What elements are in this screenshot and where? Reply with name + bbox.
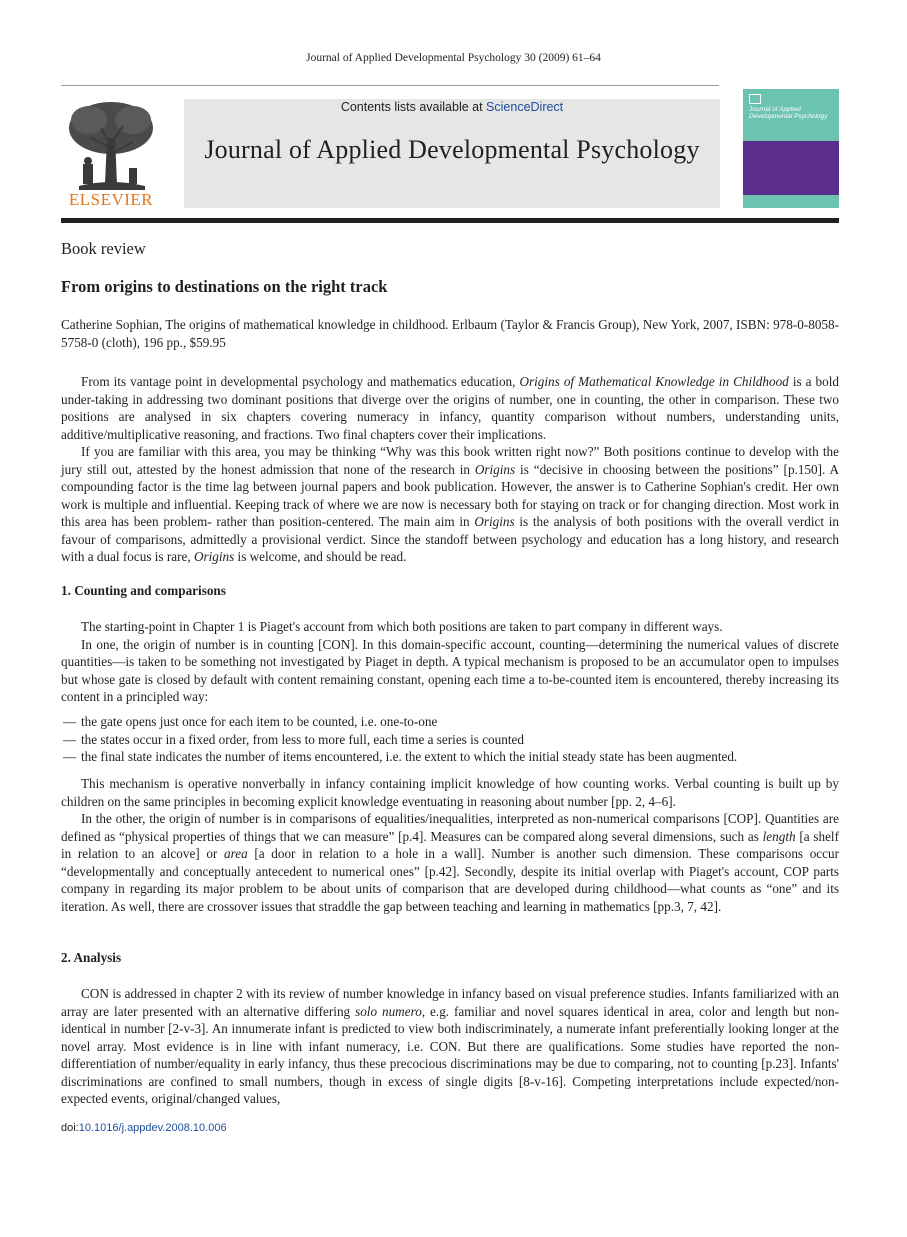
publisher-name: ELSEVIER: [68, 190, 154, 209]
section-1-heading: 1. Counting and comparisons: [61, 583, 226, 598]
doi-line: [61, 1122, 227, 1134]
cover-title: Journal of Applied Developmental Psychology: [749, 106, 828, 120]
section-1-paragraphs: [61, 618, 839, 706]
header-divider: [61, 85, 719, 86]
cover-logo-icon: [749, 94, 761, 104]
sciencedirect-link[interactable]: ScienceDirect: [486, 100, 564, 114]
intro-paragraphs: [61, 373, 839, 566]
section-1-continued: [61, 775, 839, 915]
section-2-heading: 2. Analysis: [61, 950, 122, 965]
contents-line: [184, 99, 720, 115]
section-2-paragraph-1: CON is addressed in chapter 2 with its review of number knowledge in infancy based on visual preference studies. Infants familiarized with an array are later presented with an alternative differing solo numero, e.g. familiar and novel squares identical in area, color and length but non-identical in number [2-v-3]. An innumerate infant is predicted to view both indiscriminately, a numerate infant preferentially looking longer at the novel array. Most evidence is in line with infant numeracy, i.e. CON. But there are qualifications. Some studies have reported the non-differentiation of number/equality in early infancy, thus these precocious discriminations may be due to comparing, not to counting [p.23]. Infants' discriminations are confined to small numbers, though in excess of single digits [8-v-16]. Competing interpretations include expected/non-expected events, original/changed values,: [61, 986, 839, 1106]
cover-bottom-band: [743, 195, 839, 208]
header-thick-rule: [61, 218, 839, 223]
intro-paragraph-1: From its vantage point in developmental psychology and mathematics education, Origins of Mathematical Knowledge in Childhood is a bold under-taking in addressing two dominant positions that diverge over the origins of number, one in counting, the other in comparison. These two positions are analysed in six chapters covering numeracy in infancy, quantity comparison without numbers, understanding units, additive/multiplicative reasoning, and fractions. Two final chapters cover their implications.: [61, 374, 839, 442]
article-title: From origins to destinations on the right track: [61, 277, 388, 296]
list-item: — the states occur in a fixed order, from less to more full, each time a series is counted: [63, 731, 524, 747]
article-type: Book review: [61, 239, 146, 258]
section-1-paragraph-1: The starting-point in Chapter 1 is Piaget's account from which both positions are taken to part company in different ways.: [81, 619, 723, 634]
section-1-paragraph-3: This mechanism is operative nonverbally in infancy containing implicit knowledge of how counting works. Verbal counting is built up by children on the same principles in becoming explicit knowledge eventuating in reasoning about number [pp. 2, 4–6].: [61, 776, 839, 809]
intro-paragraph-2: If you are familiar with this area, you may be thinking “Why was this book written right now?” Both positions continue to develop with the jury still out, attested by the honest admission that none of the research in Origins is “decisive in choosing between the positions” [p.150]. A compounding factor is the time lag between journal papers and book publication. However, the answer is to Catherine Sophian's credit. Her own work is multiple and influential. Keeping track of where we are now is necessary both for staying on track or for changing direction. Most work in this area has been problem- rather than position-centered. The main aim in Origins is the analysis of both positions with the overall verdict in favour of comparisons, admittedly a provisional verdict. Since the standoff between psychology and education has a long history, and research with a dual focus is rare, Origins is welcome, and should be read.: [61, 444, 839, 564]
section-1-paragraph-4: In the other, the origin of number is in comparisons of equalities/inequalities, interpreted as non-numerical comparisons [COP]. Quantities are defined as “physical properties of things that we can measure” [p.4]. Measures can be compared along several dimensions, such as length [a shelf in relation to an alcove] or area [a door in relation to a hole in a wall]. Number is another such dimension. These comparisons occur “developmentally and conceptually antecedent to numerical ones” [p.42]. Secondly, despite its initial overlap with Piaget's account, COP parts company in regarding its major problem to be about units of comparison that are developed during childhood—what counts as “one” and its iteration. As well, there are crossover issues that straddle the gap between teaching and learning in mathematics [pp.3, 7, 42].: [61, 811, 840, 914]
doi-label: doi:: [61, 1122, 79, 1134]
list-item: — the final state indicates the number of items encountered, i.e. the extent to which the initial steady state has been augmented.: [63, 749, 738, 764]
accumulator-list: [61, 713, 839, 766]
elsevier-logo: [61, 98, 161, 210]
section-2-paragraphs: [61, 985, 839, 1108]
list-item: — the gate opens just once for each item to be counted, i.e. one-to-one: [63, 714, 438, 729]
book-title-italic: Origins of Mathematical Knowledge in Childhood: [519, 374, 789, 389]
doi-link[interactable]: 10.1016/j.appdev.2008.10.006: [78, 1122, 227, 1134]
section-1-paragraph-2: In one, the origin of number is in counting [CON]. In this domain-specific account, counting—determining the numerical values of discrete quantities—is taken to be something not investigated by Piaget in depth. A typical mechanism is proposed to be an accumulator open to impulses but whose gate is closed by default with content remaining constant, opening each time a to-be-counted item is encountered, thereby increasing its content in a principled way:: [61, 636, 839, 704]
book-reference: Catherine Sophian, The origins of mathematical knowledge in childhood. Erlbaum (Taylor & Francis Group), New York, 2007, ISBN: 978-0-8058-5758-0 (cloth), 196 pp., $59.95: [61, 317, 839, 350]
journal-title: Journal of Applied Developmental Psychology: [204, 135, 700, 164]
contents-prefix: Contents lists available at: [340, 100, 487, 114]
journal-citation: Journal of Applied Developmental Psychology 30 (2009) 61–64: [306, 52, 601, 64]
journal-cover: [743, 89, 839, 208]
journal-banner: [184, 99, 720, 208]
